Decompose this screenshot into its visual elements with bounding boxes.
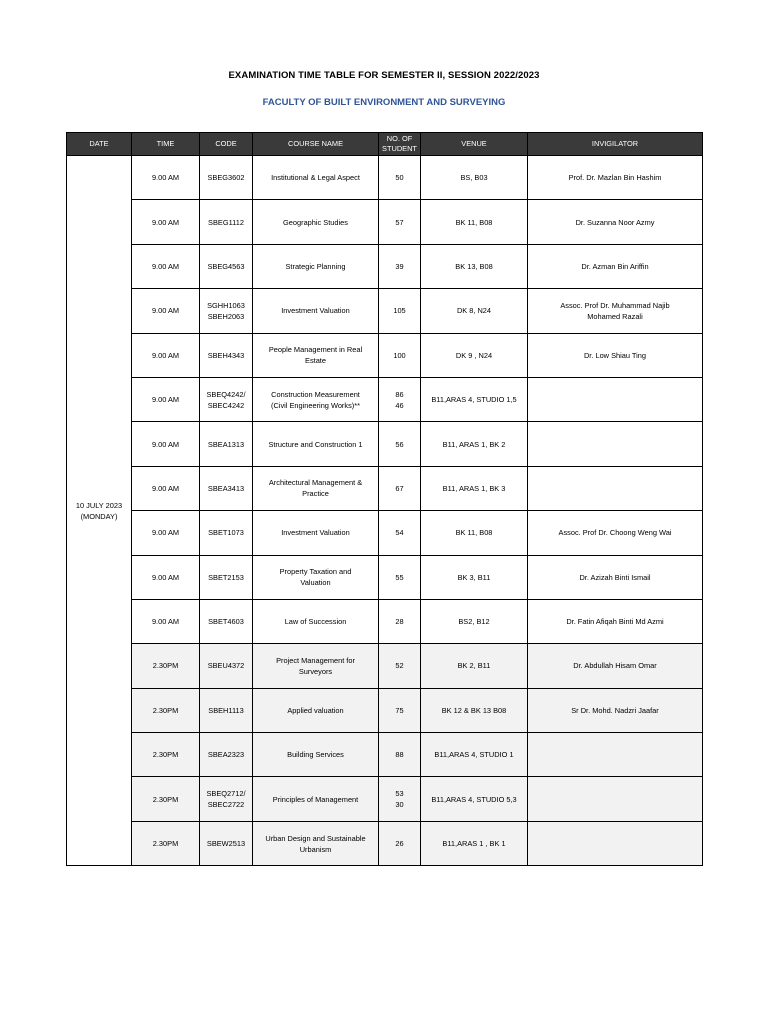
student-count-cell: 26 (379, 821, 421, 865)
col-header-code: CODE (200, 133, 253, 156)
venue-cell: BK 2, B11 (421, 644, 528, 688)
table-row (67, 821, 703, 865)
code-cell: SBEA2323 (200, 733, 253, 777)
code-cell: SBEG3602 (200, 156, 253, 200)
document-title: EXAMINATION TIME TABLE FOR SEMESTER II, SESSION 2022/2023 (228, 70, 540, 81)
student-count-cell: 56 (379, 422, 421, 466)
student-count-cell: 86 46 (379, 377, 421, 421)
student-count-cell: 39 (379, 244, 421, 288)
col-header-no-of-student: NO. OF STUDENT (379, 133, 421, 156)
time-cell: 9.00 AM (132, 511, 200, 555)
time-cell: 9.00 AM (132, 156, 200, 200)
venue-cell: B11,ARAS 4, STUDIO 5,3 (421, 777, 528, 821)
time-cell: 2.30PM (132, 688, 200, 732)
date-cell: 10 JULY 2023 (MONDAY) (67, 156, 132, 866)
time-cell: 9.00 AM (132, 466, 200, 510)
invigilator-cell (528, 777, 703, 821)
table-row (67, 377, 703, 421)
venue-cell: BK 13, B08 (421, 244, 528, 288)
venue-cell: B11,ARAS 4, STUDIO 1,5 (421, 377, 528, 421)
venue-cell: BS2, B12 (421, 599, 528, 643)
student-count-cell: 105 (379, 289, 421, 333)
student-count-cell: 54 (379, 511, 421, 555)
col-header-venue: VENUE (421, 133, 528, 156)
code-cell: SBEH1113 (200, 688, 253, 732)
code-cell: SBEQ2712/ SBEC2722 (200, 777, 253, 821)
code-cell: SBET1073 (200, 511, 253, 555)
table-row (67, 733, 703, 777)
student-count-cell: 75 (379, 688, 421, 732)
student-count-cell: 28 (379, 599, 421, 643)
table-row (67, 200, 703, 244)
invigilator-cell (528, 466, 703, 510)
table-body (67, 156, 703, 866)
course-name-cell: Applied valuation (253, 688, 379, 732)
time-cell: 2.30PM (132, 821, 200, 865)
student-count-cell: 50 (379, 156, 421, 200)
invigilator-cell: Dr. Low Shiau Ting (528, 333, 703, 377)
venue-cell: BK 11, B08 (421, 200, 528, 244)
time-cell: 9.00 AM (132, 244, 200, 288)
time-cell: 9.00 AM (132, 333, 200, 377)
code-cell: SGHH1063 SBEH2063 (200, 289, 253, 333)
course-name-cell: Geographic Studies (253, 200, 379, 244)
invigilator-cell (528, 733, 703, 777)
col-header-course-name: COURSE NAME (253, 133, 379, 156)
venue-cell: BK 12 & BK 13 B08 (421, 688, 528, 732)
invigilator-cell: Dr. Azizah Binti Ismail (528, 555, 703, 599)
course-name-cell: Project Management for Surveyors (253, 644, 379, 688)
student-count-cell: 100 (379, 333, 421, 377)
course-name-cell: Strategic Planning (253, 244, 379, 288)
code-cell: SBEA3413 (200, 466, 253, 510)
invigilator-cell: Assoc. Prof Dr. Choong Weng Wai (528, 511, 703, 555)
table-row (67, 777, 703, 821)
course-name-cell: Structure and Construction 1 (253, 422, 379, 466)
col-header-date: DATE (67, 133, 132, 156)
invigilator-cell: Dr. Abdullah Hisam Omar (528, 644, 703, 688)
course-name-cell: Property Taxation and Valuation (253, 555, 379, 599)
course-name-cell: Urban Design and Sustainable Urbanism (253, 821, 379, 865)
time-cell: 2.30PM (132, 644, 200, 688)
venue-cell: BK 11, B08 (421, 511, 528, 555)
venue-cell: B11,ARAS 1 , BK 1 (421, 821, 528, 865)
time-cell: 9.00 AM (132, 599, 200, 643)
code-cell: SBEA1313 (200, 422, 253, 466)
table-row (67, 555, 703, 599)
course-name-cell: Investment Valuation (253, 289, 379, 333)
course-name-cell: Investment Valuation (253, 511, 379, 555)
invigilator-cell: Assoc. Prof Dr. Muhammad Najib Mohamed Razali (528, 289, 703, 333)
student-count-cell: 67 (379, 466, 421, 510)
document-subtitle: FACULTY OF BUILT ENVIRONMENT AND SURVEYING (262, 97, 506, 108)
table-row (67, 688, 703, 732)
time-cell: 9.00 AM (132, 289, 200, 333)
course-name-cell: Building Services (253, 733, 379, 777)
student-count-cell: 52 (379, 644, 421, 688)
student-count-cell: 88 (379, 733, 421, 777)
table-row (67, 644, 703, 688)
invigilator-cell (528, 422, 703, 466)
venue-cell: BK 3, B11 (421, 555, 528, 599)
table-row (67, 422, 703, 466)
venue-cell: B11, ARAS 1, BK 2 (421, 422, 528, 466)
col-header-invigilator: INVIGILATOR (528, 133, 703, 156)
course-name-cell: People Management in Real Estate (253, 333, 379, 377)
course-name-cell: Architectural Management & Practice (253, 466, 379, 510)
col-header-time: TIME (132, 133, 200, 156)
code-cell: SBEH4343 (200, 333, 253, 377)
table-row (67, 289, 703, 333)
invigilator-cell (528, 377, 703, 421)
code-cell: SBEQ4242/ SBEC4242 (200, 377, 253, 421)
student-count-cell: 55 (379, 555, 421, 599)
time-cell: 2.30PM (132, 777, 200, 821)
invigilator-cell (528, 821, 703, 865)
table-row (67, 156, 703, 200)
course-name-cell: Principles of Management (253, 777, 379, 821)
venue-cell: B11,ARAS 4, STUDIO 1 (421, 733, 528, 777)
table-row (67, 333, 703, 377)
code-cell: SBEU4372 (200, 644, 253, 688)
venue-cell: BS, B03 (421, 156, 528, 200)
invigilator-cell: Dr. Fatin Afiqah Binti Md Azmi (528, 599, 703, 643)
exam-timetable (66, 132, 703, 866)
invigilator-cell: Prof. Dr. Mazlan Bin Hashim (528, 156, 703, 200)
time-cell: 2.30PM (132, 733, 200, 777)
time-cell: 9.00 AM (132, 200, 200, 244)
course-name-cell: Institutional & Legal Aspect (253, 156, 379, 200)
invigilator-cell: Dr. Azman Bin Ariffin (528, 244, 703, 288)
code-cell: SBEG1112 (200, 200, 253, 244)
course-name-cell: Law of Succession (253, 599, 379, 643)
code-cell: SBEG4563 (200, 244, 253, 288)
invigilator-cell: Sr Dr. Mohd. Nadzri Jaafar (528, 688, 703, 732)
time-cell: 9.00 AM (132, 422, 200, 466)
code-cell: SBET4603 (200, 599, 253, 643)
code-cell: SBEW2513 (200, 821, 253, 865)
venue-cell: DK 9 , N24 (421, 333, 528, 377)
time-cell: 9.00 AM (132, 377, 200, 421)
code-cell: SBET2153 (200, 555, 253, 599)
venue-cell: B11, ARAS 1, BK 3 (421, 466, 528, 510)
table-row (67, 599, 703, 643)
table-row (67, 244, 703, 288)
venue-cell: DK 8, N24 (421, 289, 528, 333)
invigilator-cell: Dr. Suzanna Noor Azmy (528, 200, 703, 244)
table-row (67, 466, 703, 510)
table-header-row (67, 133, 703, 156)
student-count-cell: 53 30 (379, 777, 421, 821)
table-row (67, 511, 703, 555)
time-cell: 9.00 AM (132, 555, 200, 599)
course-name-cell: Construction Measurement (Civil Engineering Works)** (253, 377, 379, 421)
student-count-cell: 57 (379, 200, 421, 244)
